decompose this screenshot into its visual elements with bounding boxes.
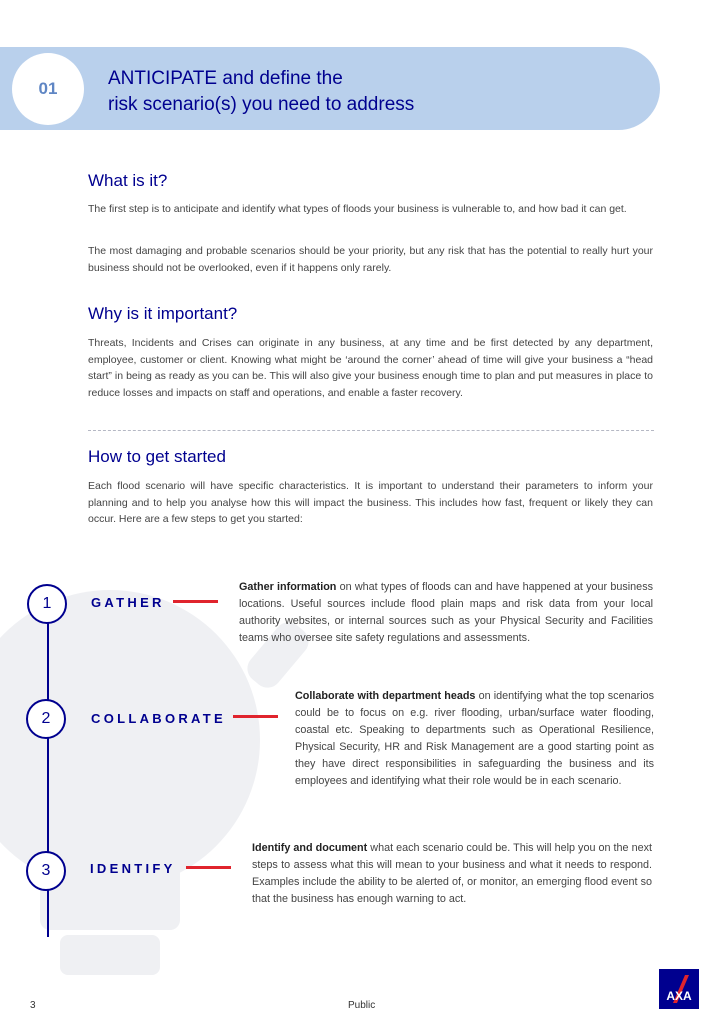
step-3-number-circle: [26, 851, 66, 891]
axa-logo-text: AXA: [666, 989, 692, 1003]
step-2-bold-lead: Collaborate with department heads: [295, 690, 476, 702]
step-1-number: 1: [42, 595, 52, 612]
step-2-accent-bar: [233, 715, 278, 718]
step-1-label: GATHER: [91, 595, 165, 610]
step-3-description: [252, 840, 652, 908]
step-1-text: on what types of floods can and have happened at your business locations. Useful sources include flood plain maps and risk data from your local authority websites, or internal sources such as your Physical Security and Facilities teams who oversee site safety regulations and assessments.: [239, 581, 653, 644]
step-2-number-circle: [26, 699, 66, 739]
step-1-bold-lead: Gather information: [239, 581, 337, 593]
step-3-label: IDENTIFY: [90, 861, 176, 876]
step-1-accent-bar: [173, 600, 218, 603]
step-2-number: 2: [41, 710, 51, 727]
axa-logo-icon: [659, 969, 699, 1009]
how-paragraph: Each flood scenario will have specific characteristics. It is important to understand their parameters to inform your planning and to help you analyse how this will impact the business. This includes how fast, frequent or likely they can occur. Here are a few steps to get you started:: [88, 480, 653, 525]
section-divider: [88, 430, 654, 431]
classification-label: Public: [348, 1000, 376, 1011]
step-3-text: what each scenario could be. This will help you on the next steps to assess what this will mean to your business and what it needs to respond. Examples include the ability to be alerted of, or monitor, an emerging flood event so that the business has enough warning to act.: [252, 842, 652, 905]
section-number: 01: [38, 79, 58, 98]
what-paragraph-1: The first step is to anticipate and identify what types of floods your business is vulnerable to, and how bad it can get.: [88, 203, 627, 215]
how-heading: How to get started: [88, 447, 226, 466]
step-3-accent-bar: [186, 866, 231, 869]
page-title: [108, 66, 414, 118]
page-title-line2: risk scenario(s) you need to address: [108, 94, 415, 115]
step-2-label: COLLABORATE: [91, 711, 226, 726]
step-2-text: on identifying what the top scenarios could be to focus on e.g. river flooding, urban/surface water flooding, coastal etc. Speaking to departments such as Operational Resilience, Physical Security, HR and Risk Management are a good starting point as they have direct responsibilities in safeguarding the business and its employees and identifying what their role would be in each scenario.: [295, 690, 654, 787]
why-paragraph: Threats, Incidents and Crises can originate in any business, at any time and be first detected by any department, employee, customer or client. Knowing what might be ‘around the corner’ ahead of time will give your business a “head start” in being as ready as you can be. This will also give your business enough time to plan and put measures in place to reduce losses and impacts on staff and operations, and enable a faster recovery.: [88, 337, 653, 399]
why-heading: Why is it important?: [88, 304, 238, 323]
page-number: 3: [30, 1000, 36, 1011]
page-title-line1: ANTICIPATE and define the: [108, 68, 343, 89]
what-heading: What is it?: [88, 171, 168, 190]
step-2-description: [295, 688, 654, 790]
step-3-number: 3: [41, 862, 51, 879]
step-1-number-circle: [27, 584, 67, 624]
step-1-description: [239, 579, 653, 647]
section-number-badge: [12, 53, 84, 125]
what-paragraph-2: The most damaging and probable scenarios should be your priority, but any risk that has the potential to really hurt your business should not be overlooked, even if it happens only rarely.: [88, 245, 653, 274]
step-3-bold-lead: Identify and document: [252, 842, 368, 854]
